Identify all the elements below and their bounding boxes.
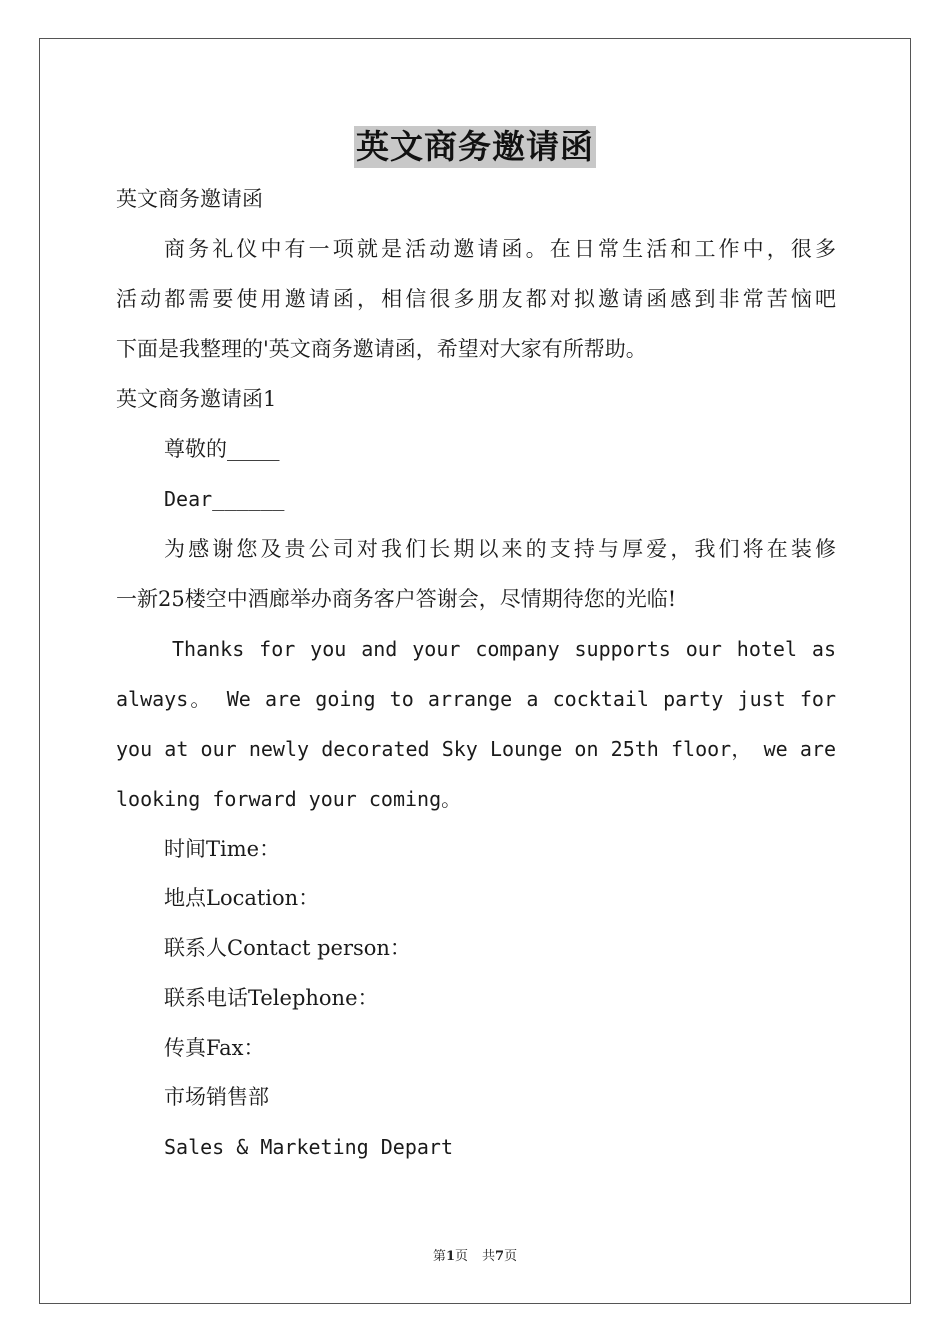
field-telephone: 联系电话Telephone： [164, 986, 379, 1010]
salutation-en: Dear______ [164, 487, 285, 511]
field-fax: 传真Fax： [164, 1036, 265, 1060]
document-title: 英文商务邀请函 [356, 127, 594, 166]
title-container [0, 126, 950, 168]
total-label-prefix: 共 [482, 1249, 496, 1264]
field-contact-person: 联系人Contact person： [164, 936, 411, 960]
total-label-suffix: 页 [504, 1249, 518, 1264]
field-location: 地点Location： [164, 886, 320, 910]
field-time: 时间Time： [164, 837, 281, 861]
page-label-prefix: 第 [432, 1249, 446, 1264]
intro-line-2: 活动都需要使用邀请函，相信很多朋友都对拟邀请函感到非常苦恼吧 [116, 287, 836, 311]
subtitle-line: 英文商务邀请函 [116, 187, 263, 211]
intro-line-3: 下面是我整理的'英文商务邀请函，希望对大家有所帮助。 [116, 337, 647, 361]
body-cn-line-1: 为感谢您及贵公司对我们长期以来的支持与厚爱，我们将在装修 [164, 537, 836, 561]
body-en-line-3: you at our newly decorated Sky Lounge on 25th floor， we are [116, 737, 836, 761]
department-cn: 市场销售部 [164, 1085, 269, 1109]
salutation-cn: 尊敬的_____ [164, 437, 280, 461]
intro-line-1: 商务礼仪中有一项就是活动邀请函。在日常生活和工作中，很多 [164, 237, 836, 261]
section-heading-1: 英文商务邀请函1 [116, 387, 277, 411]
page-number: 1 [445, 1249, 455, 1264]
page-label-suffix: 页 [454, 1249, 468, 1264]
body-en-line-2: always。 We are going to arrange a cocktail party just for [116, 687, 836, 711]
body-en-line-4: looking forward your coming。 [116, 787, 462, 811]
department-en: Sales & Marketing Depart [164, 1135, 453, 1159]
page-footer [0, 1248, 950, 1266]
total-pages: 7 [495, 1249, 505, 1264]
body-en-line-1: Thanks for you and your company supports our hotel as [172, 637, 836, 661]
page-border [39, 38, 911, 1304]
body-cn-line-2: 一新25楼空中酒廊举办商务客户答谢会，尽情期待您的光临! [116, 587, 677, 611]
